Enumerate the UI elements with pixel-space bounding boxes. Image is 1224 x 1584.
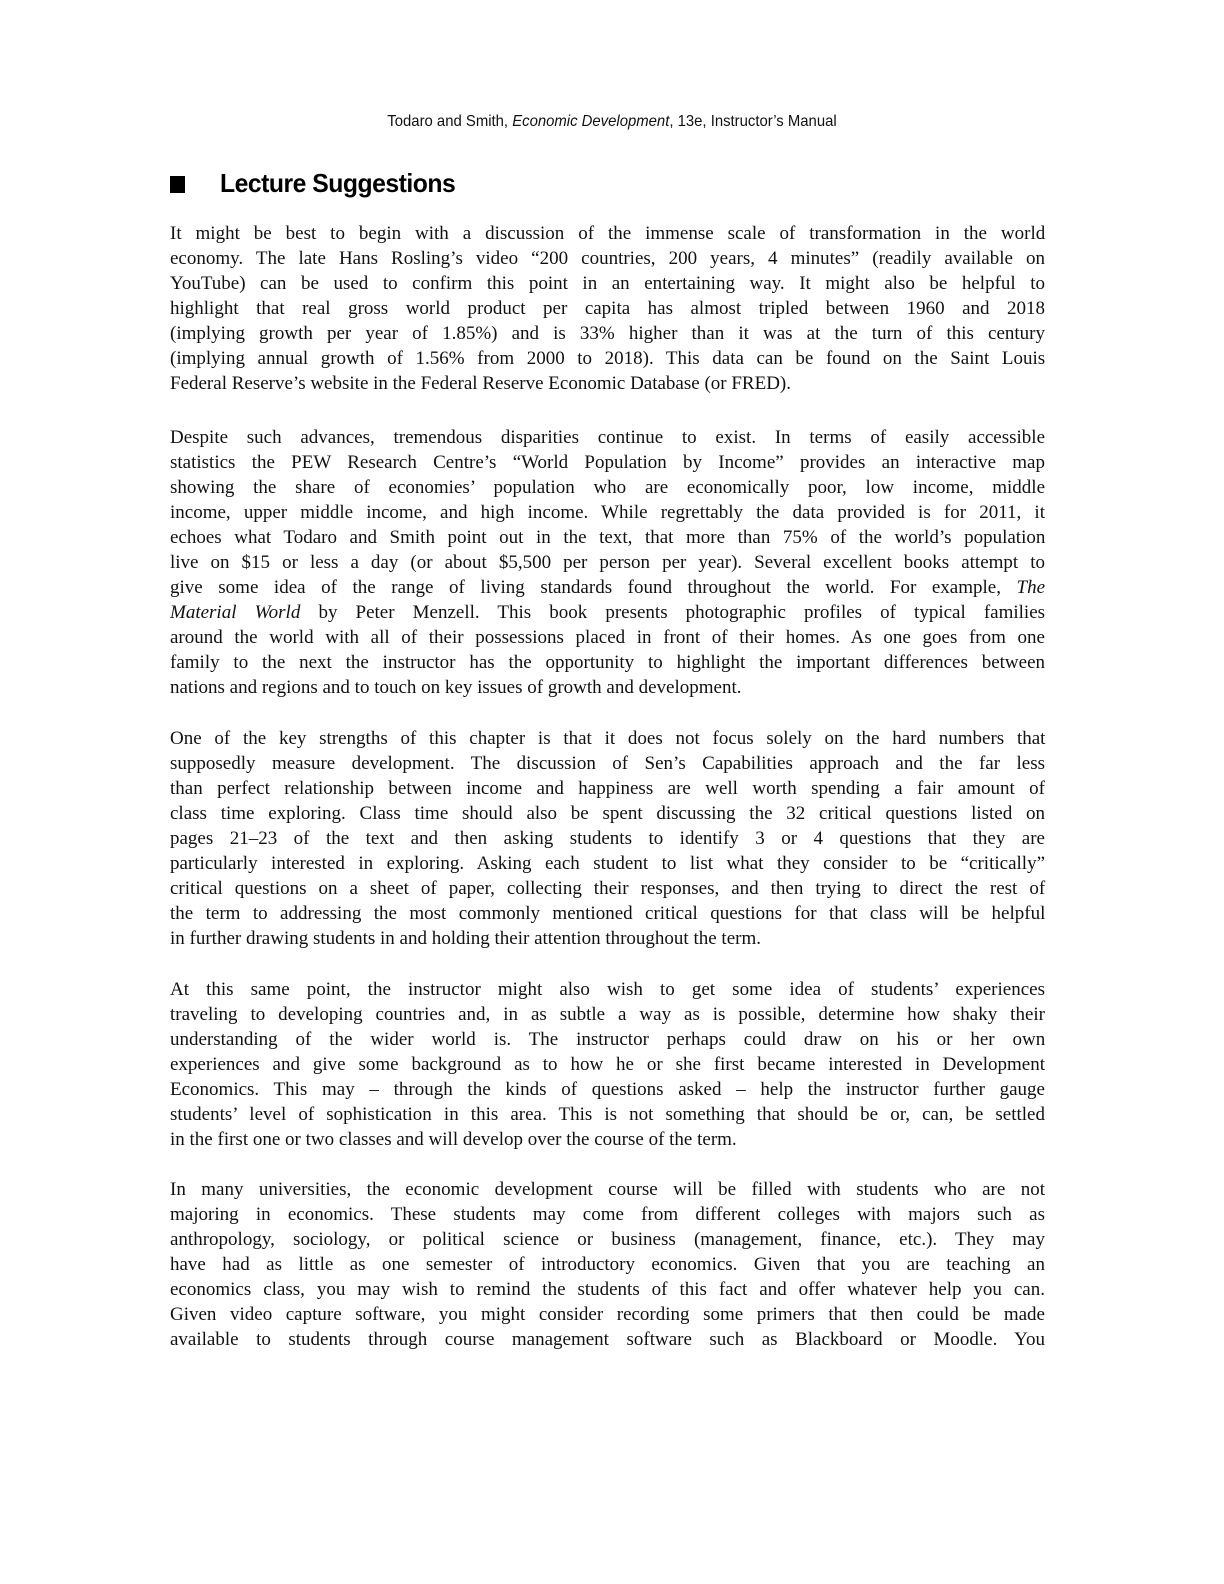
section-title: Lecture Suggestions	[220, 168, 456, 198]
header-edition: , 13e, Instructor’s Manual	[669, 113, 837, 130]
text-line: highlight that real gross world product per capita has almost tripled between 1960 and 2018	[170, 298, 1045, 319]
text-line: statistics the PEW Research Centre’s “World Population by Income” provides an interactive map	[170, 452, 1045, 473]
text-line: live on $15 or less a day (or about $5,500 per person per year). Several excellent books attempt to	[170, 552, 1045, 573]
text-line: economy. The late Hans Rosling’s video “200 countries, 200 years, 4 minutes” (readily available on	[170, 248, 1045, 269]
text-line: critical questions on a sheet of paper, collecting their responses, and then trying to direct the rest of	[170, 878, 1046, 899]
text-fragment: by Peter Menzell. This book presents photographic profiles of typical families	[318, 602, 1046, 623]
text-line: understanding of the wider world is. The instructor perhaps could draw on his or her own	[170, 1029, 1046, 1050]
text-line: around the world with all of their possessions placed in front of their homes. As one goes from one	[170, 627, 1045, 648]
text-line: At this same point, the instructor might also wish to get some idea of students’ experiences	[170, 979, 1045, 1000]
paragraph-scale-of-transformation	[170, 221, 1045, 396]
text-line: Despite such advances, tremendous disparities continue to exist. In terms of easily accessible	[170, 427, 1046, 448]
text-line: (implying growth per year of 1.85%) and is 33% higher than it was at the turn of this century	[170, 323, 1045, 344]
paragraph-student-experiences	[170, 977, 1045, 1152]
text-line: income, upper middle income, and high income. While regrettably the data provided is for 2011, it	[170, 502, 1045, 523]
text-line	[170, 600, 1045, 625]
header-book-title: Economic Development	[512, 113, 670, 130]
paragraph-non-majors	[170, 1177, 1045, 1352]
text-line: YouTube) can be used to confirm this point in an entertaining way. It might also be helpful to	[170, 273, 1045, 294]
text-line: than perfect relationship between income and happiness are well worth spending a fair amount of	[170, 778, 1045, 799]
book-title-italic: The	[1016, 577, 1045, 598]
text-line: Given video capture software, you might consider recording some primers that then could be made	[170, 1304, 1045, 1325]
text-line: pages 21–23 of the text and then asking students to identify 3 or 4 questions that they are	[170, 828, 1045, 849]
text-line: One of the key strengths of this chapter is that it does not focus solely on the hard numbers that	[170, 728, 1046, 749]
text-line: It might be best to begin with a discussion of the immense scale of transformation in the world	[170, 223, 1046, 244]
text-line: available to students through course management software such as Blackboard or Moodle. You	[170, 1329, 1045, 1350]
text-line: the term to addressing the most commonly mentioned critical questions for that class will be helpful	[170, 903, 1046, 924]
text-fragment: give some idea of the range of living standards found throughout the world. For example,	[170, 577, 1017, 598]
text-line	[170, 575, 1045, 600]
text-line: particularly interested in exploring. Asking each student to list what they consider to be “critically”	[170, 853, 1045, 874]
square-bullet-icon	[170, 176, 185, 193]
text-line: class time exploring. Class time should also be spent discussing the 32 critical questions listed on	[170, 803, 1045, 824]
paragraph-key-strengths	[170, 726, 1045, 951]
text-line: have had as little as one semester of introductory economics. Given that you are teaching an	[170, 1254, 1045, 1275]
text-line: experiences and give some background as to how he or she first became interested in Development	[170, 1054, 1045, 1075]
running-header	[43, 113, 1181, 131]
text-line: nations and regions and to touch on key issues of growth and development.	[170, 677, 742, 698]
text-line: students’ level of sophistication in this area. This is not something that should be or, can, be settled	[170, 1104, 1045, 1125]
text-line: traveling to developing countries and, in as subtle a way as is possible, determine how shaky their	[170, 1004, 1045, 1025]
book-title-italic: Material World	[170, 602, 301, 623]
text-line: in further drawing students in and holding their attention throughout the term.	[170, 928, 761, 949]
text-line: (implying annual growth of 1.56% from 2000 to 2018). This data can be found on the Saint Louis	[170, 348, 1046, 369]
text-line: family to the next the instructor has the opportunity to highlight the important differences between	[170, 652, 1045, 673]
text-line: Economics. This may – through the kinds of questions asked – help the instructor further gauge	[170, 1079, 1045, 1100]
text-line: in the first one or two classes and will develop over the course of the term.	[170, 1129, 737, 1150]
header-authors: Todaro and Smith,	[387, 113, 513, 130]
text-line: anthropology, sociology, or political science or business (management, finance, etc.). They may	[170, 1229, 1045, 1250]
text-line: echoes what Todaro and Smith point out in the text, that more than 75% of the world’s population	[170, 527, 1046, 548]
text-line: In many universities, the economic development course will be filled with students who are not	[170, 1179, 1045, 1200]
text-line: economics class, you may wish to remind the students of this fact and offer whatever help you can.	[170, 1279, 1045, 1300]
text-line: supposedly measure development. The discussion of Sen’s Capabilities approach and the far less	[170, 753, 1045, 774]
text-line: showing the share of economies’ population who are economically poor, low income, middle	[170, 477, 1045, 498]
text-line: Federal Reserve’s website in the Federal Reserve Economic Database (or FRED).	[170, 373, 791, 394]
paragraph-disparities	[170, 425, 1045, 700]
text-line: majoring in economics. These students may come from different colleges with majors such as	[170, 1204, 1045, 1225]
section-heading	[170, 168, 468, 199]
